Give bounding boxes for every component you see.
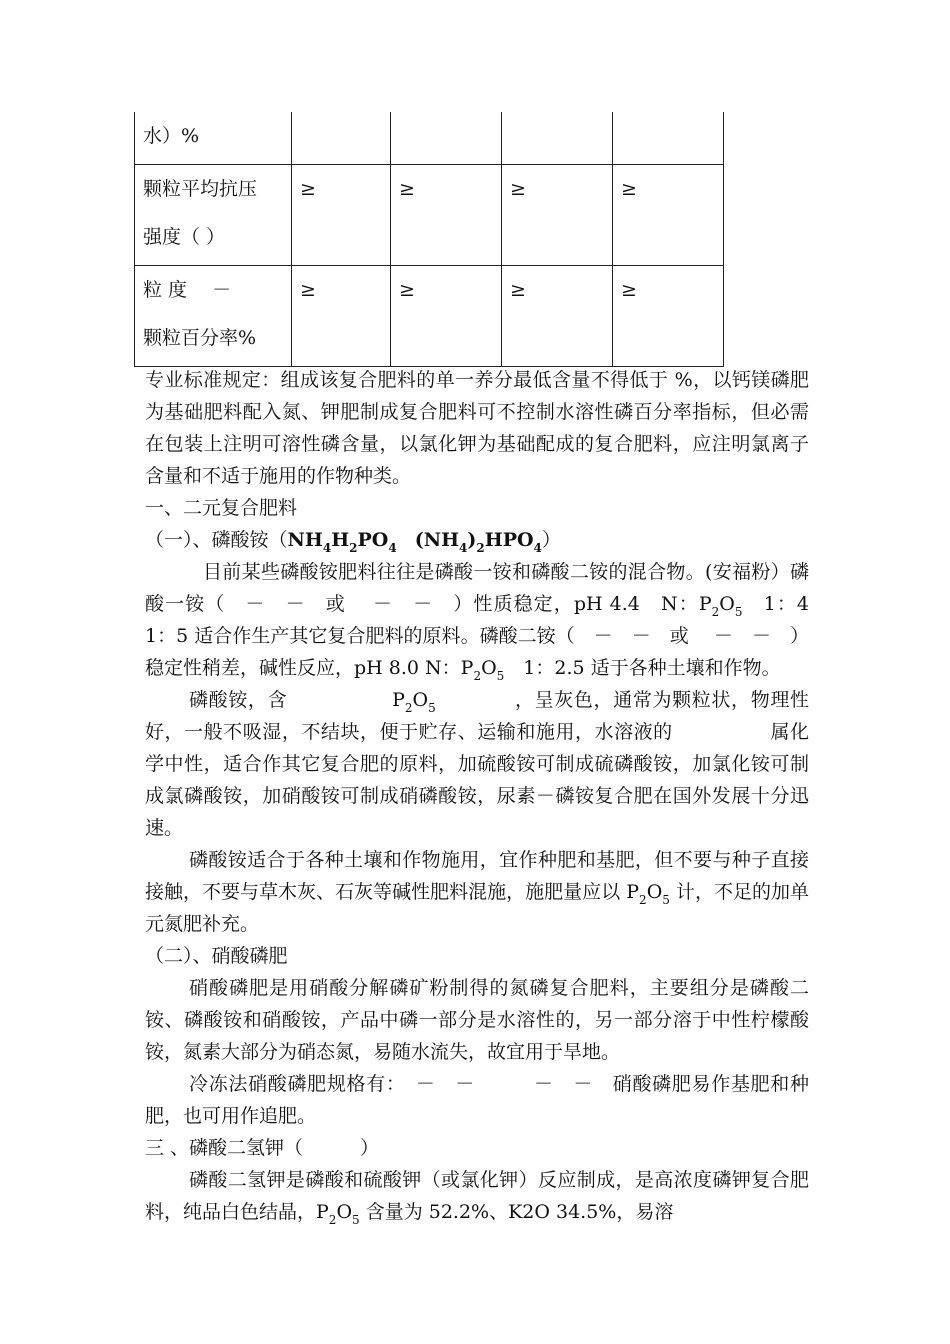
table-row <box>135 165 724 266</box>
table-cell: ≥ <box>292 165 391 266</box>
table-cell <box>613 112 724 165</box>
paragraph-nitrophosphate: 硝酸磷肥是用硝酸分解磷矿粉制得的氮磷复合肥料，主要组分是磷酸二铵、磷酸铵和硝酸铵，产品中磷一部分是水溶性的，另一部分溶于中性柠檬酸铵，氮素大部分为硝态氮，易随水流失，故宜用于旱地。 <box>145 977 809 1063</box>
spec-table <box>134 112 724 367</box>
subsection-heading-ammonium-phosphate: （一）、磷酸铵（$NH_4H_2PO_4$ $(NH_4)_2HPO_4$） <box>145 529 561 555</box>
body-text <box>145 364 828 1228</box>
table-cell: ≥ <box>292 266 391 367</box>
table-cell: ≥ <box>502 165 613 266</box>
table-cell <box>502 112 613 165</box>
table-cell: ≥ <box>391 266 502 367</box>
subsection-heading-nitrophosphate: （二）、硝酸磷肥 <box>145 945 288 967</box>
table-cell: ≥ <box>502 266 613 367</box>
table-cell <box>292 112 391 165</box>
table-cell: ≥ <box>613 165 724 266</box>
paragraph-usage: 磷酸铵适合于各种土壤和作物施用，宜作种肥和基肥，但不要与种子直接接触，不要与草木灰、石灰等碱性肥料混施，施肥量应以 $P_2O_5$ 计，不足的加单元氮肥补充。 <box>145 849 810 935</box>
table-cell: ≥ <box>391 165 502 266</box>
row-label: 粒 度 － 颗粒百分率% <box>135 266 292 367</box>
row-label: 颗粒平均抗压 强度（ ） <box>135 165 292 266</box>
paragraph-properties: 磷酸铵，含 $P_2O_5$ ，呈灰色，通常为颗粒状，物理性好，一般不吸湿，不结块，便于贮存、运输和施用，水溶液的 属化学中性，适合作其它复合肥的原料，加硫酸铵可制成硫磷酸铵，加氯化铵可制成氯磷酸铵，加硝酸铵可制成硝磷酸铵，尿素－磷铵复合肥在国外发展十分迅速。 <box>145 689 809 839</box>
subsection-heading-kh2po4: 三 、磷酸二氢钾（ ） <box>145 1137 380 1159</box>
table-row <box>135 266 724 367</box>
paragraph-standard: 专业标准规定：组成该复合肥料的单一养分最低含量不得低于 %，以钙镁磷肥为基础肥料配入氮、钾肥制成复合肥料可不控制水溶性磷百分率指标，但必需在包装上注明可溶性磷含量，以氯化钾为基础配成的复合肥料，应注明氯离子含量和不适于施用的作物种类。 <box>145 369 809 487</box>
paragraph-kh2po4: 磷酸二氢钾是磷酸和硫酸钾（或氯化钾）反应制成，是高浓度磷钾复合肥料，纯品白色结晶，$P_2O_5$ 含量为 52.2%、K2O 34.5%，易溶 <box>145 1169 809 1227</box>
table-cell: ≥ <box>613 266 724 367</box>
section-heading: 一、二元复合肥料 <box>145 497 298 519</box>
table-row <box>135 112 724 165</box>
paragraph-freeze-method: 冷冻法硝酸磷肥规格有： － － － － 硝酸磷肥易作基肥和种肥，也可用作追肥。 <box>145 1073 809 1127</box>
row-label: 水）% <box>135 112 292 165</box>
paragraph-mixture: 目前某些磷酸铵肥料往往是磷酸一铵和磷酸二铵的混合物。(安福粉）磷酸一铵（ － － 或 － － ）性质稳定，pH 4.4 N：$P_2O_5$ 1：4 1：5 适合作生产其它复合肥料的原料。磷酸二铵（ － － 或 － － ）稳定性稍差，碱性反应，pH 8.0 N：$P_2O_5$ 1：2.5 适于各种土壤和作物。 <box>145 561 828 683</box>
table-cell <box>391 112 502 165</box>
